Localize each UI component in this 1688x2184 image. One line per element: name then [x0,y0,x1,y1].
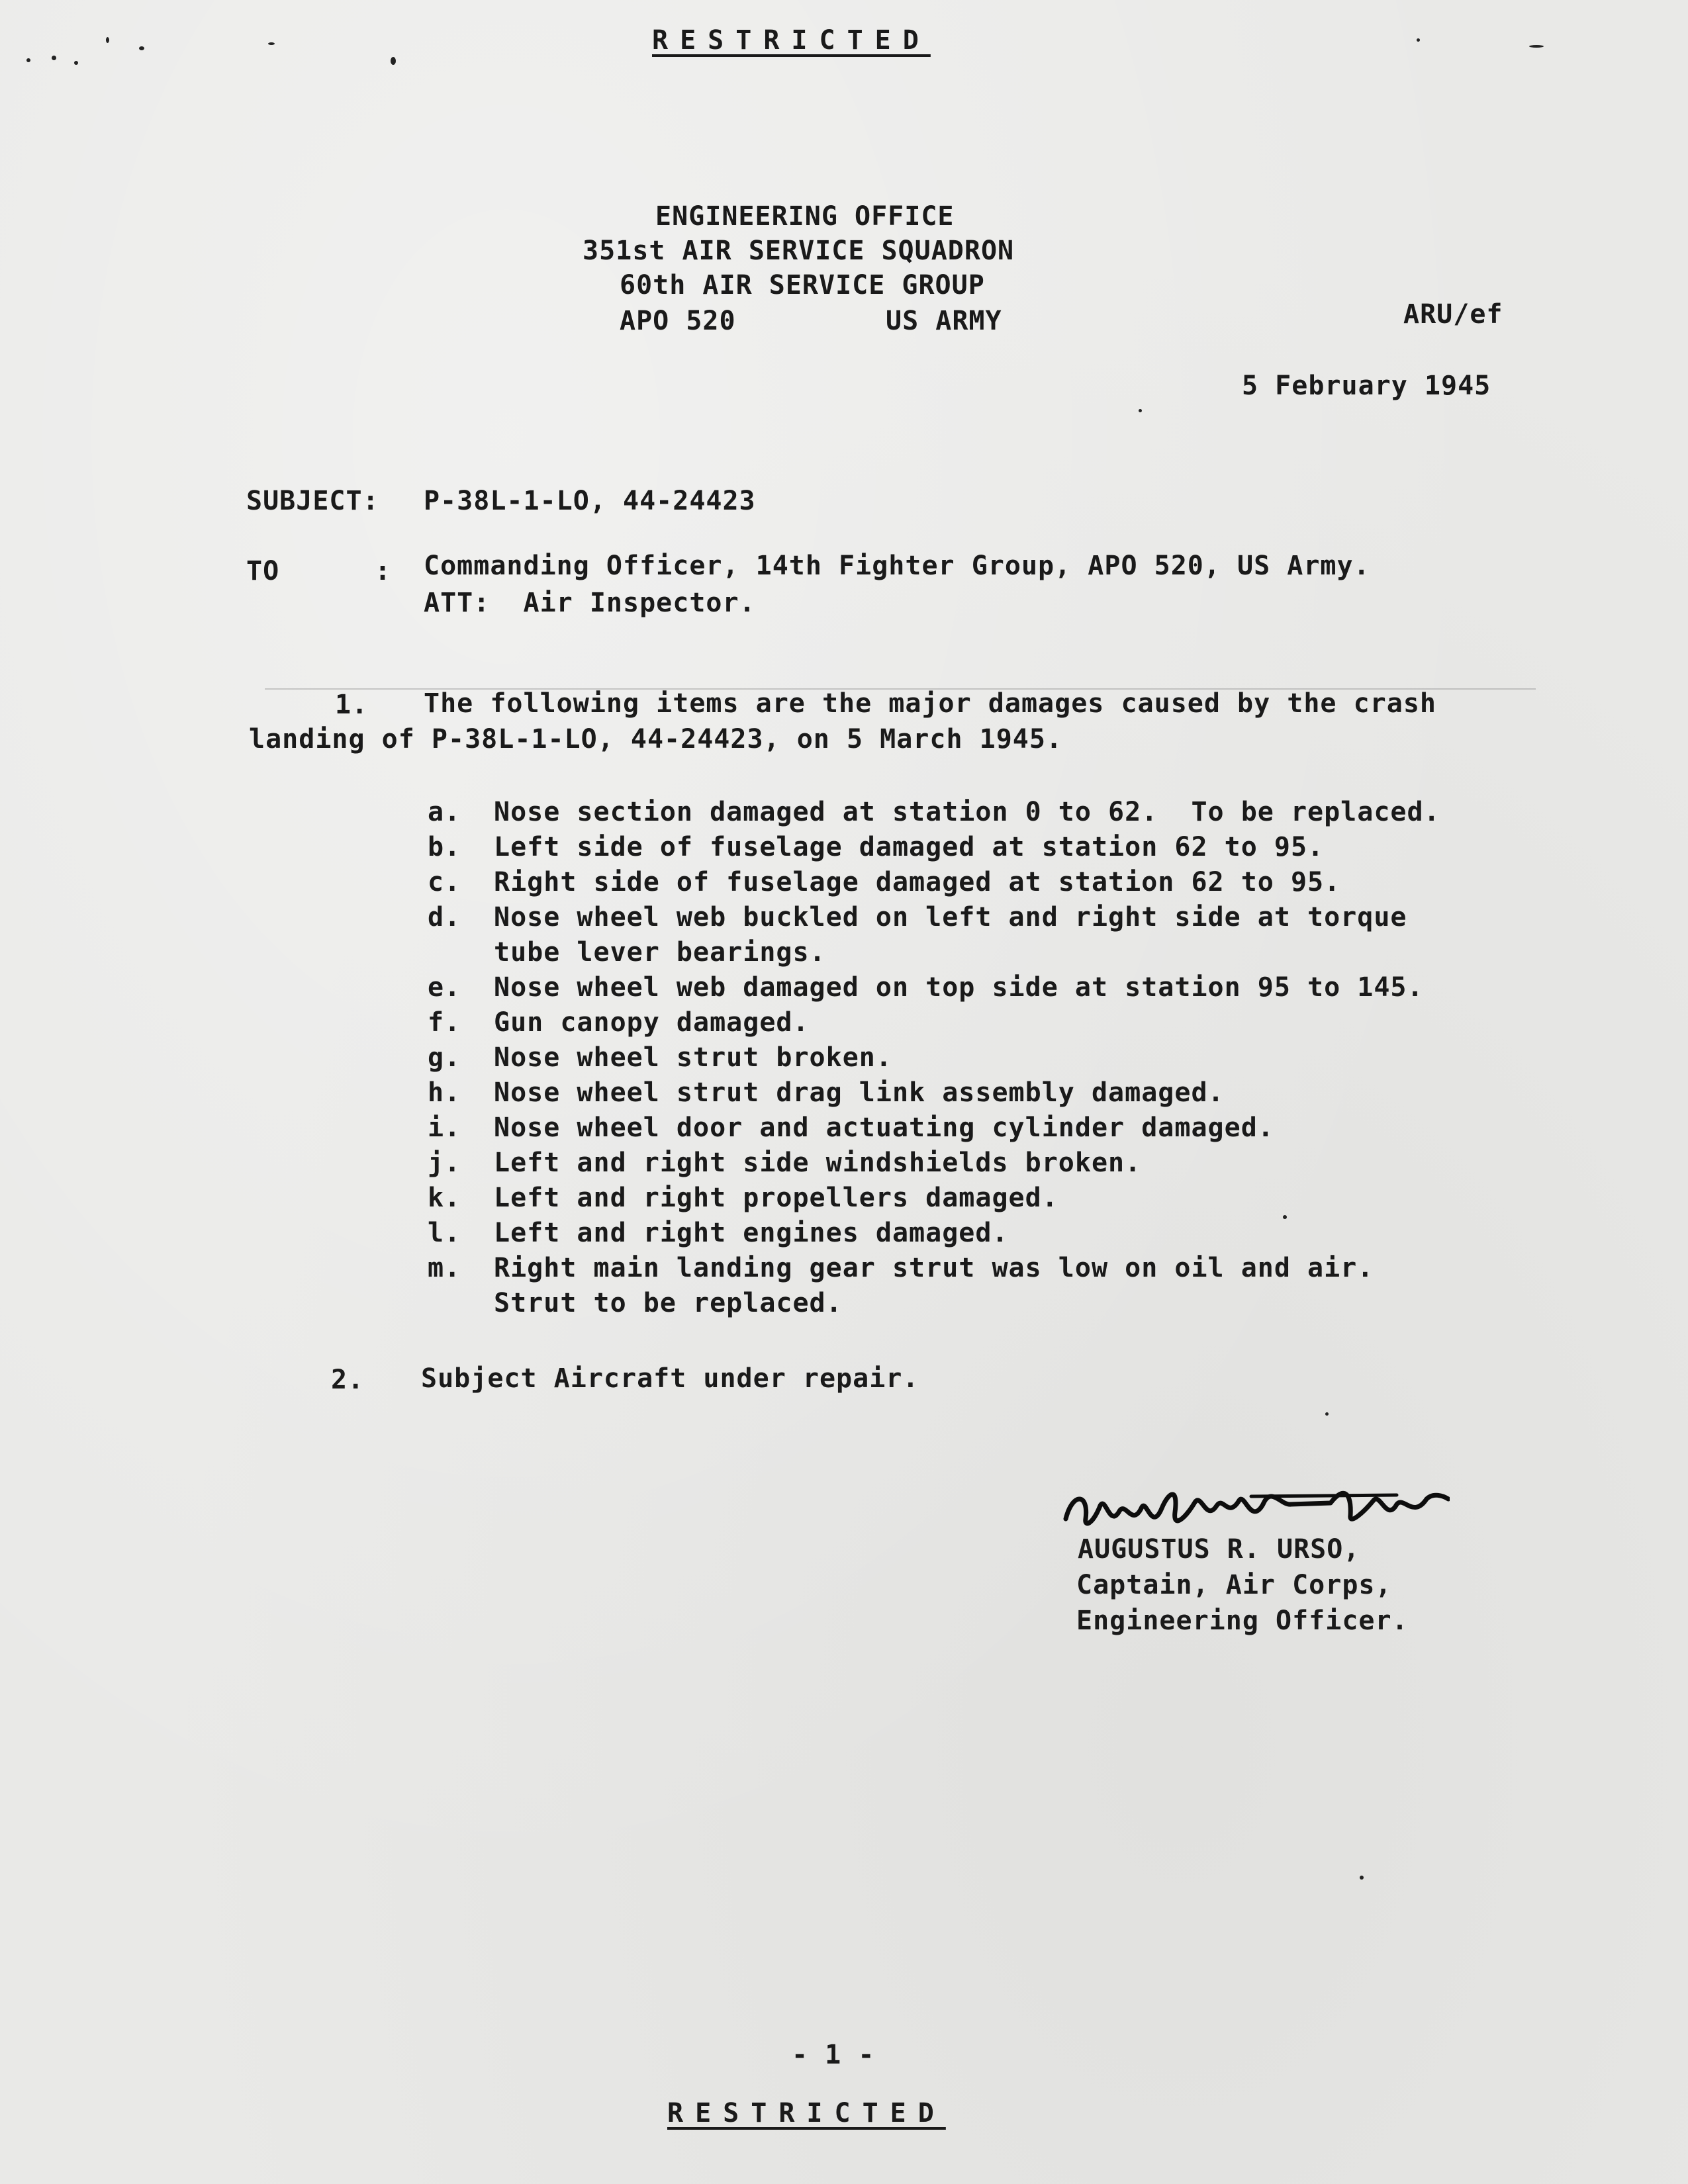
classification-top: RESTRICTED [652,25,931,56]
ink-speck [268,42,275,45]
damage-item-text: Left and right engines damaged. [494,1218,1009,1248]
ink-speck [52,56,56,60]
damage-item-letter: b. [428,832,461,862]
to-recipient: Commanding Officer, 14th Fighter Group, APO 520, US Army. [424,551,1370,581]
damage-item-text: Nose wheel strut broken. [494,1042,892,1073]
page-number: - 1 - [792,2040,875,2070]
damage-item-letter: i. [428,1113,461,1143]
damage-item-text: Right side of fuselage damaged at station 62 to 95. [494,867,1341,897]
to-label: TO [246,556,280,586]
ink-speck [1139,409,1142,412]
ink-speck [1360,1876,1364,1880]
damage-item-text: Nose wheel web buckled on left and right side at torque [494,902,1407,933]
header-squadron: 351st AIR SERVICE SQUADRON [583,236,1015,266]
to-colon: : [375,556,392,586]
header-office: ENGINEERING OFFICE [655,201,955,232]
damage-item-letter: h. [428,1077,461,1108]
to-attention: ATT: Air Inspector. [424,588,756,618]
damage-item-text: tube lever bearings. [494,937,826,968]
damage-item-text: Strut to be replaced. [494,1288,843,1318]
damage-item-text: Left side of fuselage damaged at station 62 to 95. [494,832,1325,862]
subject-label: SUBJECT: [246,486,379,516]
damage-item-letter: a. [428,797,461,827]
subject-value: P-38L-1-LO, 44-24423 [424,486,756,516]
signer-name: AUGUSTUS R. URSO, [1078,1534,1360,1565]
damage-item-text: Nose wheel door and actuating cylinder damaged. [494,1113,1274,1143]
damage-item-letter: g. [428,1042,461,1073]
damage-item-letter: j. [428,1148,461,1178]
header-army: US ARMY [886,306,1002,336]
header-group: 60th AIR SERVICE GROUP [620,270,985,300]
damage-item-text: Nose wheel strut drag link assembly damaged. [494,1077,1225,1108]
ink-speck [74,61,78,65]
paragraph-2-number: 2. [331,1365,365,1395]
ink-speck [1417,38,1420,42]
damage-item-text: Gun canopy damaged. [494,1007,810,1038]
damage-item-letter: d. [428,902,461,933]
damage-item-text: Nose wheel web damaged on top side at station 95 to 145. [494,972,1424,1003]
classification-bottom: RESTRICTED [667,2098,946,2128]
signer-position: Engineering Officer. [1076,1606,1409,1636]
ink-speck [106,37,109,43]
header-apo: APO 520 [620,306,736,336]
paragraph-1-number: 1. [335,690,369,720]
paragraph-1-line: The following items are the major damages caused by the crash [424,688,1437,719]
damage-item-letter: e. [428,972,461,1003]
damage-item-text: Nose section damaged at station 0 to 62. To be replaced. [494,797,1440,827]
handwritten-signature [1053,1466,1450,1539]
paragraph-2-text: Subject Aircraft under repair. [421,1363,919,1394]
ink-speck [1529,45,1544,48]
damage-item-text: Left and right side windshields broken. [494,1148,1142,1178]
ink-speck [139,46,144,50]
ink-speck [1325,1412,1329,1416]
damage-item-letter: k. [428,1183,461,1213]
signer-rank: Captain, Air Corps, [1076,1570,1392,1600]
damage-item-letter: f. [428,1007,461,1038]
damage-item-letter: c. [428,867,461,897]
damage-item-text: Left and right propellers damaged. [494,1183,1058,1213]
damage-item-letter: m. [428,1253,461,1283]
damage-item-text: Right main landing gear strut was low on oil and air. [494,1253,1374,1283]
ink-speck [26,58,30,62]
damage-item-letter: l. [428,1218,461,1248]
reference-code: ARU/ef [1403,299,1503,330]
document-date: 5 February 1945 [1242,371,1491,401]
paragraph-1-line: landing of P-38L-1-LO, 44-24423, on 5 March 1945. [249,724,1063,754]
ink-speck [391,57,396,65]
ink-speck [1283,1215,1287,1219]
